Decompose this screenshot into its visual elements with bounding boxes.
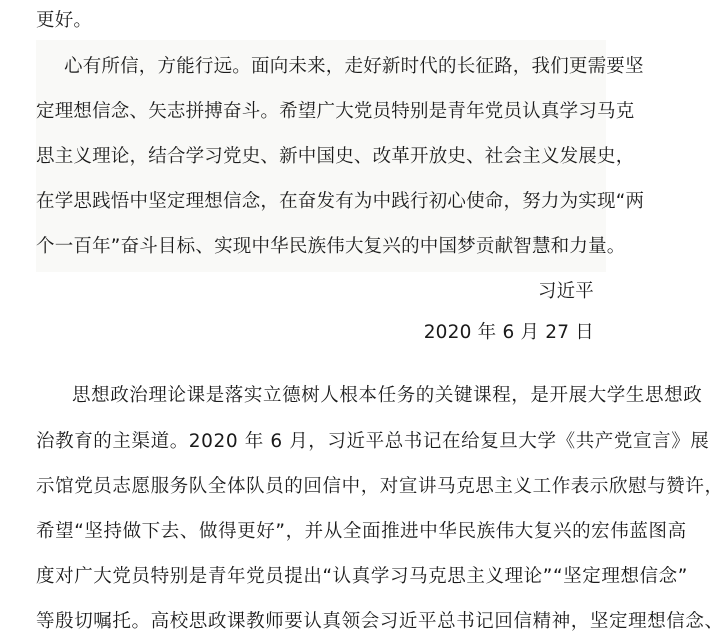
paragraph-line: 希望“坚持做下去、做得更好”，并从全面推进中华民族伟大复兴的宏伟蓝图高 (36, 521, 687, 542)
paragraph-line: 示馆党员志愿服务队全体队员的回信中，对宣讲马克思主义工作表示欣慰与赞许， (36, 476, 724, 497)
paragraph-line: 治教育的主渠道。2020 年 6 月，习近平总书记在给复旦大学《共产党宣言》展 (36, 431, 710, 452)
letter-line: 思主义理论，结合学习党史、新中国史、改革开放史、社会主义发展史， (36, 146, 635, 167)
letter-line: 在学思践悟中坚定理想信念，在奋发有为中践行初心使命，努力为实现“两 (36, 191, 645, 212)
letter-line: 更好。 (36, 10, 93, 31)
paragraph-line: 思想政治理论课是落实立德树人根本任务的关键课程，是开展大学生思想政 (72, 385, 703, 406)
letter-date: 2020 年 6 月 27 日 (423, 322, 594, 343)
letter-line: 定理想信念、矢志拼搏奋斗。希望广大党员特别是青年党员认真学习马克 (36, 101, 635, 122)
paragraph-line: 等殷切嘱托。高校思政课教师要认真领会习近平总书记回信精神，坚定理想信念、 (36, 611, 724, 632)
paragraph-line: 度对广大党员特别是青年党员提出“认真学习马克思主义理论”“坚定理想信念” (36, 566, 688, 587)
letter-line: 个一百年”奋斗目标、实现中华民族伟大复兴的中国梦贡献智慧和力量。 (36, 236, 626, 257)
letter-line: 心有所信，方能行远。面向未来，走好新时代的长征路，我们更需要坚 (64, 56, 644, 77)
letter-signature: 习近平 (537, 281, 594, 302)
